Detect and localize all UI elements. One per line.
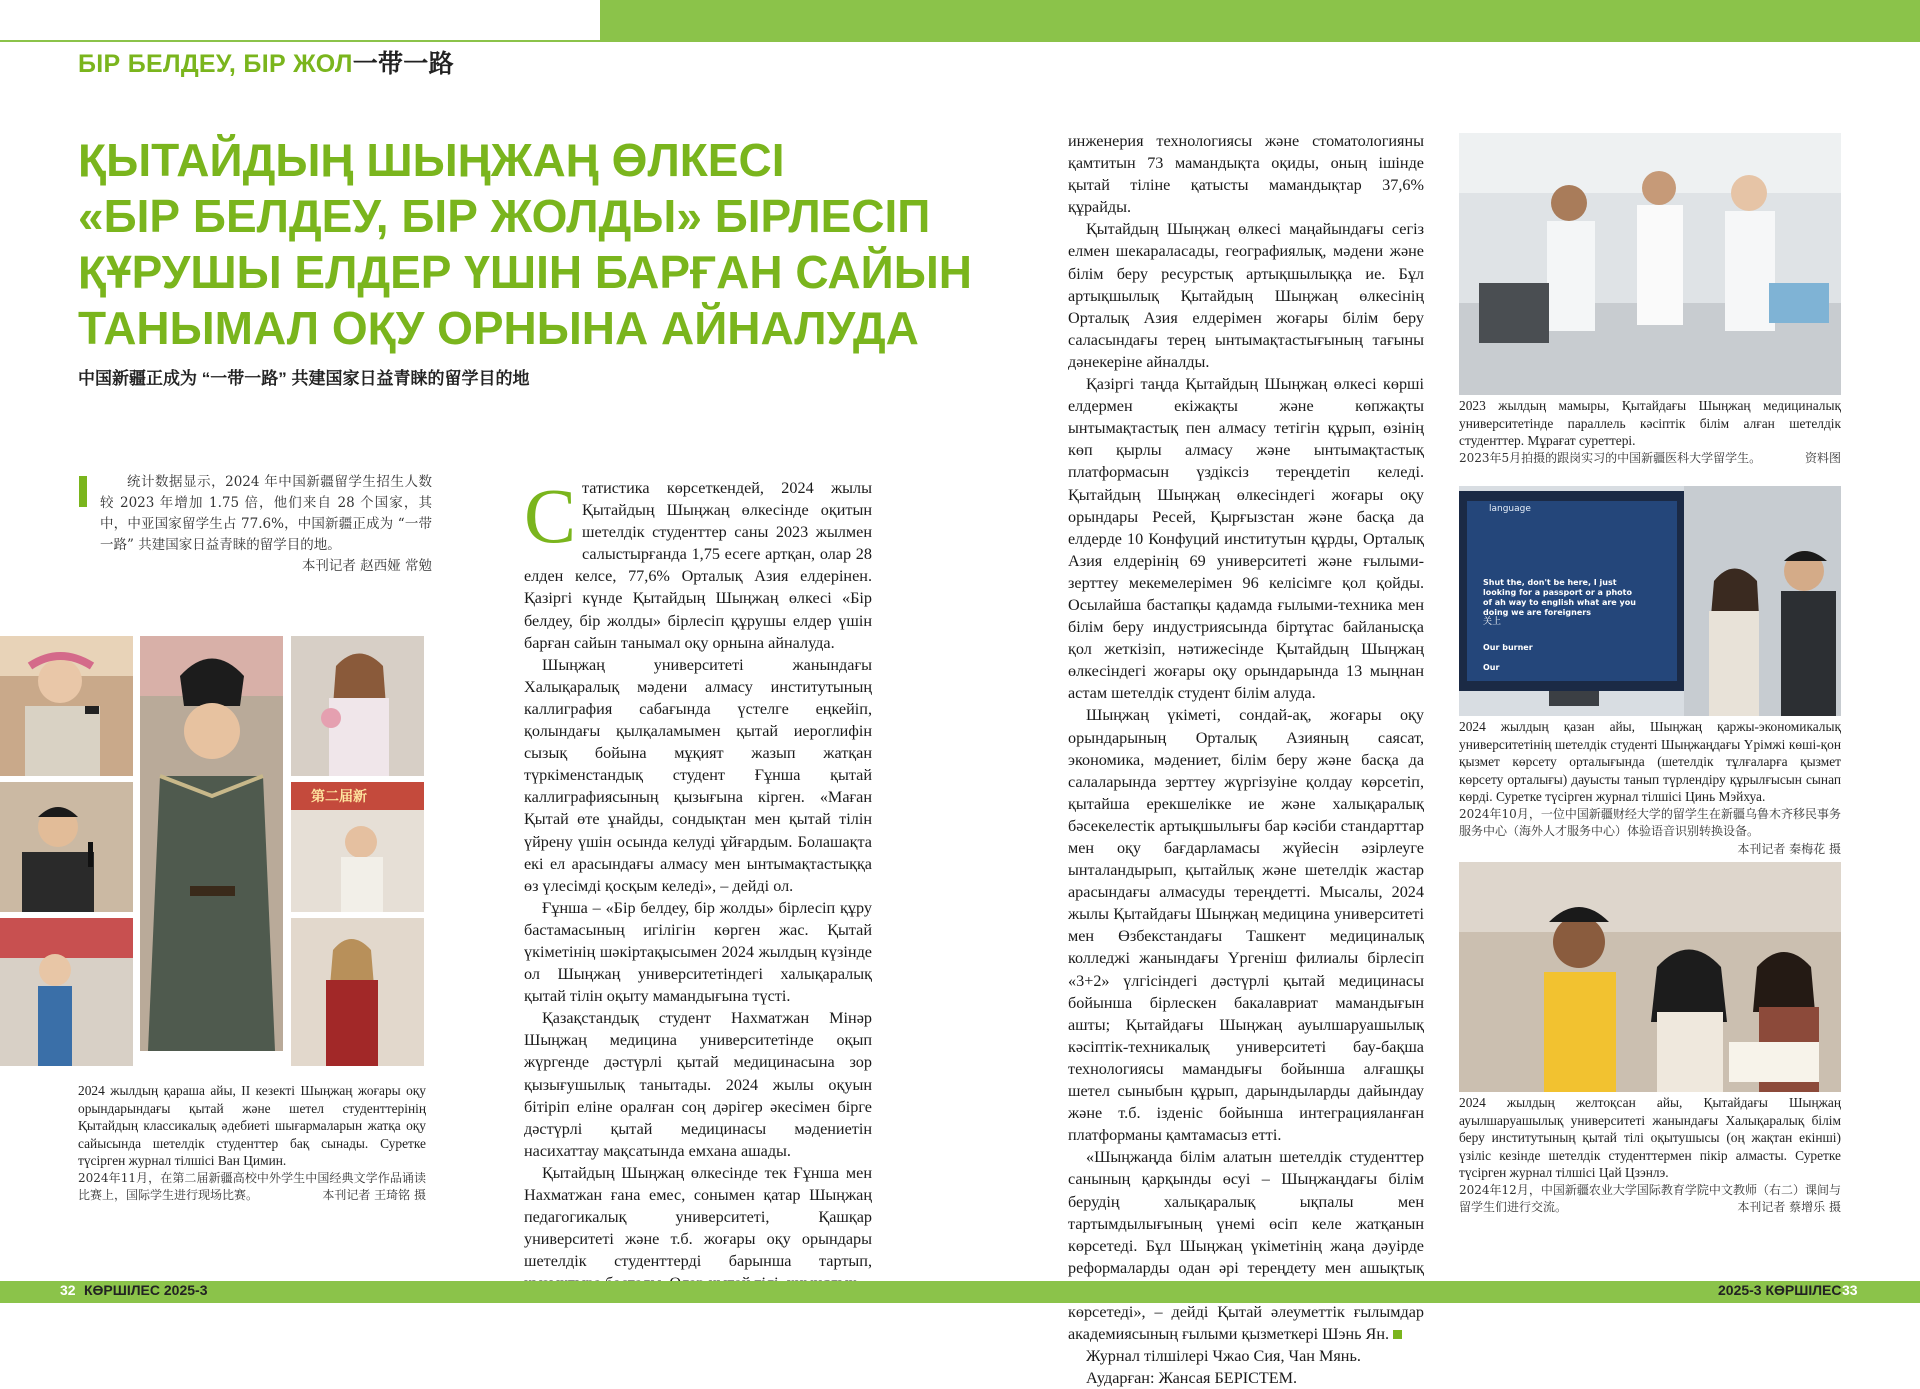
- caption-right-2-zh: 2024年10月，一位中国新疆财经大学的留学生在新疆乌鲁木齐移民事务服务中心（海外人才服务中心）体验语音识别转换设备。: [1459, 806, 1841, 838]
- lead-credit: 本刊记者 赵西娅 常勉: [301, 558, 432, 574]
- screen-line-2: 关上: [1483, 617, 1502, 627]
- top-rule: [0, 40, 1920, 42]
- byline-translator: Аударған: Жансая БЕРІСТЕМ.: [1086, 1369, 1298, 1388]
- section-label-kk: БІР БЕЛДЕУ, БІР ЖОЛ: [78, 50, 353, 78]
- caption-right-1: [1459, 397, 1841, 467]
- headline-line: ҚҰРУШЫ ЕЛДЕР ҮШІН БАРҒАН САЙЫН: [78, 246, 972, 298]
- magazine-name-right: 2025-3 КӨРШІЛЕС: [1718, 1282, 1842, 1298]
- photo-medical-students: [1459, 133, 1841, 395]
- screen-line-1: Shut the, don't be here, I just looking for a passport or a photo of ah way to english what are you doing we are foreigners: [1483, 578, 1636, 617]
- lead-text: 统计数据显示，2024 年中国新疆留学生招生人数较 2023 年增加 1.75 倍，他们来自 28 个国家，其中，中亚国家留学生占 77.6%，中国新疆正成为 “一带一路” 共建国家日益青睐的留学目的地。: [100, 474, 432, 553]
- caption-right-3-credit: 本刊记者 蔡增乐 摄: [1737, 1200, 1841, 1214]
- lead-accent-bar: [79, 476, 87, 507]
- article-paragraph: Шыңжаң үкіметі, сондай-ақ, жоғары оқу орындарының Орталық Азияның саясат, экономика, мәдениет, білім беру және басқа да салаларында зерттеу жүргізуіне қолдау көрсетіп, қытайша ерекшелікке ие және халықаралық бәсекелестік артықшылығы бар кәсіби стандарттар мен оқу бағдарламасы жүйесін әзірлеуге ынталандырып, қытайлық және шетелдік жастар арасындағы алмасуды тереңдетті. Мысалы, 2024 жылы Қытайдағы Шыңжаң медицина университеті мен Өзбекстандағы Ташкент медициналық колледжі жанындағы Үргеніш филиалы бірлесіп «3+2» үлгісіндегі дәстүрлі қытай медицинасы бойынша бірлескен бакалавриат мамандығын ашты; Қытайдағы Шыңжаң ауылшаруашылық кәсіптік-техникалық университеті бау-бақша технологиясы мамандығы бойынша алғашқы шетел сыныбын құрып, дарындыларды дайындау және т.б. ізденіс бойынша интеграцияланған платформаны қамтамасыз етті.: [1068, 706, 1424, 1145]
- caption-right-2-kk: 2024 жылдың қазан айы, Шыңжаң қаржы-экономикалық университетінің шетелдік студенті Шыңжаңдағы Үрімжі көші-қон қызмет көрсету орталығында (шетелдік тұлғаларға қызмет көрсету орталығы) дауысты танып түрлендіру құрылғысын сынап көрді. Суретке түсірген журнал тілшісі Цинь Мэйхуа.: [1459, 719, 1841, 804]
- caption-right-1-zh: 2023年5月拍摄的跟岗实习的中国新疆医科大学留学生。: [1459, 450, 1762, 465]
- headline-line: «БІР БЕЛДЕУ, БІР ЖОЛДЫ» БІРЛЕСІП: [78, 190, 931, 242]
- page-number-left: 32: [60, 1282, 76, 1298]
- caption-left: [78, 1082, 426, 1205]
- section-label-zh: 一带一路: [352, 50, 454, 78]
- article-paragraph: Қазақстандық студент Нахматжан Мінәр Шыңжаң медицина университетінде оқып жүргенде дәстүрлі қытай медицинасына зор қызығушылық танытады. 2024 жылы оқуын бітіріп еліне оралған соң дәрігер әкесімен бірге дәстүрлі қытай медицинасы мәдениетін насихаттау мақсатында емхана ашады.: [524, 1009, 872, 1160]
- photo-teacher-with-students: [1459, 862, 1841, 1092]
- caption-right-1-credit: 资料图: [1804, 450, 1841, 465]
- bottom-accent-bar: [0, 1281, 1920, 1303]
- caption-right-3-zh: 2024年12月，中国新疆农业大学国际教育学院中文教师（右二）课间与留学生们进行交流。: [1459, 1182, 1841, 1214]
- page-number-right: 33: [1842, 1282, 1858, 1298]
- headline: [78, 132, 972, 356]
- banner-text: 第二届新: [311, 789, 367, 805]
- article-column-2: [1068, 130, 1424, 1389]
- caption-right-2-credit: 本刊记者 秦梅花 摄: [1737, 841, 1841, 856]
- article-paragraph: «Шыңжаңда білім алатын шетелдік студенттер санының қарқынды өсуі – Шыңжаңдағы білім берудің халықаралық ықпалы мен тартымдылығының үнемі өсіп келе жатқанын көрсетеді. Бұл Шыңжаң үкіметінің жаңа дәуірде реформаларды одан әрі тереңдету мен ашықтық көрсетеді», – дейді Қытай әлеуметтік ғылымдар академиясының ғылыми қызметкері Шэнь Ян.: [1068, 1148, 1424, 1344]
- dropcap: С: [524, 472, 577, 559]
- photo-student-singing-white-dress: [291, 636, 424, 776]
- caption-right-1-kk: 2023 жылдың мамыры, Қытайдағы Шыңжаң медициналық университетінде параллель кәсіптік білім алған шетелдік студенттер. Мұрағат суреттері.: [1459, 398, 1841, 448]
- caption-right-3-kk: 2024 жылдың желтоқсан айы, Қытайдағы Шыңжаң ауылшаруашылық университеті жанындағы Халықаралық білім беру институтының қытай тілі оқытушысы (оң жақтан екінші) үзіліс кезінде шетелдік студенттермен пікір алмасты. Суретке түсірген журнал тілшісі Цай Цзэнлэ.: [1459, 1095, 1841, 1180]
- article-paragraph: Ғұнша – «Бір белдеу, бір жолды» бірлесіп құру бастамасының игілігін көрген жас. Қытай үкіметінің шәкіртақысымен 2024 жылдың күзінде ол Шыңжаң университетіндегі халықаралық қытай тілін оқыту мамандығына түсті.: [524, 898, 872, 1006]
- photo-student-red-jacket: [291, 918, 424, 1066]
- headline-line: ТАНЫМАЛ ОҚУ ОРНЫНА АЙНАЛУДА: [78, 302, 919, 354]
- article-paragraph: Қазіргі таңда Қытайдың Шыңжаң өлкесі көрші елдермен екіжақты және көпжақты ынтымақтастық пен алмасу тетігін құрып, өзінің көп қырлы алмасу және ынтымақтастық платформасын үздіксіз тереңдетіп келеді. Қытайдың Шыңжаң өлкесіндегі жоғары оқу орындары Ресей, Қырғызстан және басқа да елдерде 10 Конфуций институтын құрды, Орталық Азия елдерінің 69 университеті және ғылыми-зерттеу мекемелерімен 96 келісімге қол қойды. Осылайша бастапқы қадамда ғылыми-техника мен білім беру индустриясында біртұтас байланысқа қол жеткізіп, нәтижесінде Қытайдың Шыңжаң өлкесіндегі жоғары оқу орындарында 13 мыңнан астам шетелдік студент білім алуда.: [1068, 375, 1424, 703]
- photo-student-traditional-costume: [140, 636, 283, 1051]
- screen-brand-text: language: [1489, 504, 1531, 514]
- magazine-name-left: КӨРШІЛЕС 2025-3: [84, 1282, 208, 1298]
- headline-line: ҚЫТАЙДЫҢ ШЫҢЖАҢ ӨЛКЕСІ: [78, 134, 785, 186]
- article-column-1: [524, 472, 872, 1294]
- article-paragraph: инженерия технологиясы және стоматологияны қамтитын 73 мамандықта оқиды, оның ішінде қытай тіліне қатысты мамандықтар 37,6% құрайды.: [1068, 132, 1424, 217]
- article-paragraph: Қытайдың Шыңжаң өлкесі маңайындағы сегіз елмен шекараласады, географиялық, мәдени және білім беру ресурстық артықшылыққа ие. Бұл артықшылық Қытайдың Шыңжаң өлкесінің Орталық Азия елдерімен жоғары білім беру саласындағы терең ынтымақтастығының тағыны дәнекеріне айналды.: [1068, 220, 1424, 371]
- photo-student-blue-dress: [0, 918, 133, 1066]
- article-paragraph: Статистика көрсеткендей, 2024 жылы Қытайдың Шыңжаң өлкесінде оқитын шетелдік студенттер саны 2023 жылмен салыстырғанда 1,75 есеге артқан, олар 28 елден келсе, 77,6% Орталық Азия елдерінен. Қазіргі күнде Қытайдың Шыңжаң өлкесі «Бір белдеу, бір жолды» бірлесіп құрушы елдер үшін барған сайын танымал оқу орнына айналуда.: [524, 472, 872, 652]
- top-accent-bar: [600, 0, 1920, 40]
- screen-line-3: Our burner: [1483, 643, 1533, 652]
- photo-student-flower-crown: [0, 636, 133, 776]
- end-square-icon: [1393, 1330, 1402, 1339]
- caption-right-3: [1459, 1094, 1841, 1217]
- section-label: [78, 44, 454, 80]
- caption-right-2: [1459, 718, 1841, 858]
- photo-student-banner-stage: [291, 782, 424, 912]
- caption-left-kk: 2024 жылдың қараша айы, ІІ кезекті Шыңжаң жоғары оқу орындарындағы қытай және шетел студенттерінің Қытайдың классикалық әдебиеті шығармаларын жатқа оқу сайысында шетелдік студенттер бақ сынады. Суретке түсірген журнал тілшісі Ван Цимин.: [78, 1083, 426, 1168]
- caption-left-zh: 2024年11月，在第二届新疆高校中外学生中国经典文学作品诵读比赛上，国际学生进行现场比赛。: [78, 1170, 426, 1202]
- photo-voice-recognition-screen: [1459, 486, 1841, 716]
- article-paragraph: Шыңжаң университеті жанындағы Халықаралық мәдени алмасу институтының каллиграфия сабағында үстелге еңкейіп, қолындағы қылқаламымен қытай иероглифін сызық бойына мұқият жазып жатқан түркіменстандық студент Ғұнша қытай каллиграфиясының қызығына кірген. «Маған Қытай өте ұнайды, сондықтан мен қытай тілін үйрену үшін осында келуді ұйғардым. Болашақта екі ел арасындағы алмасу мен ынтымақтастыққа өз үлесімді қосқым келеді», – дейді ол.: [524, 655, 872, 895]
- lead-zh: [100, 472, 432, 577]
- article-paragraph: Қытайдың Шыңжаң өлкесінде тек Ғұнша мен Нахматжан ғана емес, сонымен қатар Шыңжаң педагогикалық университеті, Қашқар университеті және т.б. жоғары оқу орындары шетелдік студенттерді барынша тартып,: [524, 1163, 872, 1271]
- subtitle-zh: 中国新疆正成为 “一带一路” 共建国家日益青睐的留学目的地: [78, 369, 530, 388]
- photo-student-glasses-mic: [0, 782, 133, 912]
- caption-left-credit: 本刊记者 王琦铭 摄: [322, 1188, 426, 1202]
- screen-line-4: Our: [1483, 663, 1500, 672]
- byline-reporters: Журнал тілшілері Чжао Сия, Чан Мянь.: [1086, 1347, 1361, 1366]
